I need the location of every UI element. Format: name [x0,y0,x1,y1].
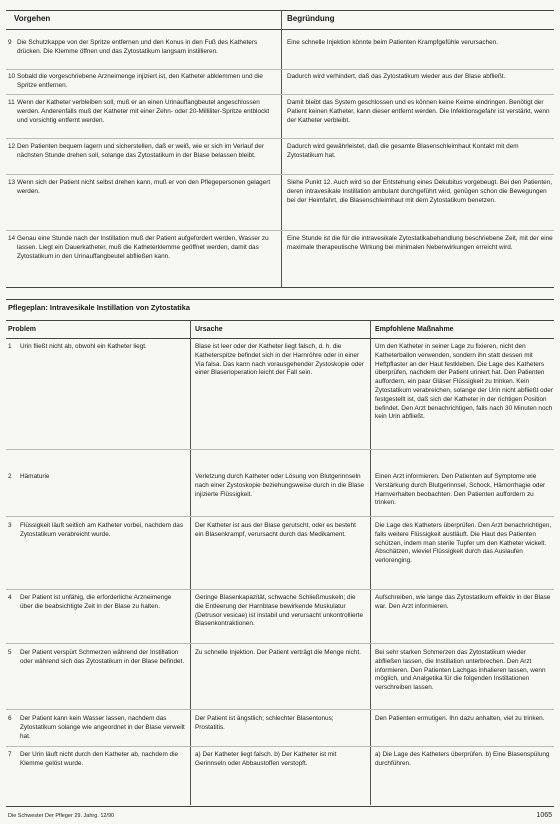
row-divider [6,709,554,710]
row-divider [6,746,554,747]
care-plan-title-rule [6,320,554,321]
problem-number: 4 [8,594,12,601]
problem-number: 2 [8,473,12,480]
step-number: 12 [8,143,16,150]
problem-number: 3 [8,522,12,529]
step-text: Den Patienten bequem lagern und sicherstellen, daß er weiß, wie er sich im Verlauf der nächsten Stunde drehen soll, solange das Zytostatikum in der Blase belassen bleibt. [17,143,264,159]
steps-header-reason: Begründung [287,14,335,23]
step-text: Die Schutzkappe von der Spritze entfernen und den Konus in den Fuß des Katheters drücken. Die Klemme öffnen und das Zytostatikum langsam instillieren. [17,39,258,55]
problem-number: 7 [8,751,12,758]
header-cause: Ursache [195,326,223,333]
footer-page-number: 1065 [536,812,552,819]
problem-number: 1 [8,343,12,350]
row-divider [6,69,554,70]
steps-bottom-rule [6,287,554,288]
row-divider [6,174,554,175]
steps-header-rule [6,29,554,30]
step-number: 14 [8,235,16,242]
step-text: Wenn sich der Patient nicht selbst drehen kann, muß er von den Pflegepersonen gelagert werden. [17,179,271,195]
measure-text: a) Die Lage des Katheters überprüfen. b) Eine Blasenspülung durchführen. [375,751,550,767]
problem-number: 5 [8,649,12,656]
care-plan-divider-2 [370,320,371,805]
problem-text: Hämaturie [20,473,50,480]
measure-text: Die Lage des Katheters überprüfen. Den Arzt benachrichtigen, falls weitere Flüssigkeit austläuft. Die Haut des Patienten schützen, indem man sterile Tupfer um den Katheter wickelt. Abschätzen, wieviel Flüssigkeit durch das Auslaufen verlorenging. [375,522,552,565]
steps-header-step: Vorgehen [14,14,51,23]
measure-text: Bei sehr starken Schmerzen das Zytostatikum wieder abfließen lassen, die Instillation unterbrechen. Den Arzt informieren. Den Patienten Lachgas inhalieren lassen, wenn möglich, und Analgetika für die folgenden Instillationen verschreiben lassen. [375,649,546,692]
care-plan-header-rule [6,338,554,339]
step-number: 10 [8,73,16,80]
row-divider [6,643,554,644]
step-text: Genau eine Stunde nach der Instillation muß der Patient aufgefordert werden, Wasser zu lassen. Liegt ein Dauerkatheter, muß die Katheterklemme geöffnet werden, damit das Zytostatikum in den Urinauffangbeutel abfließen kann. [17,235,269,260]
problem-text: Urin fließt nicht ab, obwohl ein Katheter liegt. [20,343,147,350]
step-text: Wenn der Katheter verbleiben soll, muß er an einen Urinauffangbeutel angeschlossen werden. Anderenfalls muß der Katheter mit einer Zehn- oder 20-Milliliter-Spritze entblockt und vorsichtig entfernt werden. [17,99,270,124]
care-plan-top-rule [6,299,554,300]
header-measure: Empfohlene Maßnahme [375,326,454,333]
cause-text: Geringe Blasenkapazität, schwache Schließmuskeln; die die Entleerung der Harnblase bewirkende Muskulatur (Detrusor vesicae) ist instabil und verursacht unkontrollierte Blasenkontraktionen. [195,594,364,628]
step-reason: Siehe Punkt 12. Auch wird so der Entstehung eines Dekubitus vorgebeugt. Bei den Patienten, deren intravesikale Instillation ambulant durchgeführt wird, genügen schon die Bewegungen bei der Heimfahrt, die Blasenschleimhaut mit dem Zytostatikum benetzen. [287,179,553,204]
problem-text: Der Patient verspürt Schmerzen während der Instillation oder während sich das Zytostatikum in der Blase befindet. [20,649,185,665]
problem-number: 6 [8,715,12,722]
measure-text: Aufschreiben, wie lange das Zytostatikum effektiv in der Blase war. Den Arzt informieren. [375,594,551,610]
problem-text: Der Patient kann kein Wasser lassen, nachdem das Zytostatikum solange wie angeordnet in der Blase verweilt hat. [20,715,185,740]
cause-text: Blase ist leer oder der Katheter liegt falsch, d. h. die Katheterspitze befindet sich in der Harnröhre oder in einer Via falsa. Das kann nach vorausgehender Zystoskopie oder einer Blasenoperation leicht der Fall sein. [195,343,364,377]
step-reason: Damit bleibt das System geschlossen und es können keine Keime eindringen. Benötigt der Patient keinen Katheter, kann dieser entfernt werden. Die Infektionsgefahr ist verstärkt, wenn der Katheter verbleibt. [287,99,550,124]
row-divider [6,516,554,517]
steps-column-divider [281,10,282,287]
measure-text: Den Patienten ermutigen. Ihn dazu anhalten, viel zu trinken. [375,715,545,722]
problem-text: Flüssigkeit läuft seitlich am Katheter vorbei, nachdem das Zytostatikum verabreicht wurde. [20,522,184,538]
measure-text: Einen Arzt informieren. Den Patienten auf Symptome wie Verstärkung durch Blutgerinnsel, Schock, Hämorrhagie oder Harnverhalten beobachten. Den Patienten auffordern zu trinken. [375,473,546,507]
step-number: 9 [8,39,12,46]
row-divider [6,449,554,450]
measure-text: Um den Katheter in seiner Lage zu fixieren, nicht den Katheterballon verwenden, sondern ihn statt dessen mit Heftpflaster an der Haut festkleben. Die Lage des Katheters überprüfen, nachdem der Patient uriniert hat. Den Patienten auffordern, ein paar Gläser Flüssigkeit zu trinken. Kein Zytostatikum verabreichen, solange der Urin nicht abfließt oder festgestellt ist, daß sich der Katheter in der richtigen Position befindet. Den Arzt benachrichtigen, falls nach 30 Minuten noch kein Urin abfließt. [375,343,553,421]
problem-text: Der Urin läuft nicht durch den Katheter ab, nachdem die Klemme gelöst wurde. [20,751,179,767]
footer-rule [6,806,554,807]
problem-text: Der Patient ist unfähig, die erforderliche Arzneimenge über die beabsichtigte Zeit in der Blase zu halten. [20,594,172,610]
table-top-rule [6,10,554,11]
step-text: Sobald die vorgeschriebene Arzneimenge injiziert ist, den Katheter abklemmen und die Spritze entfernen. [17,73,263,89]
cause-text: Der Patient ist ängstlich; schlechter Blasentonus; Prostatitis. [195,715,334,731]
cause-text: Der Katheter ist aus der Blase gerutscht, oder es besteht ein Blasenkrampf, verursacht durch das Medikament. [195,522,356,538]
row-divider [6,230,554,231]
care-plan-divider-1 [190,320,191,805]
footer-journal: Die Schwester Der Pfleger 29. Jahrg. 12/90 [8,813,115,819]
step-number: 11 [8,99,15,106]
row-divider [6,589,554,590]
step-reason: Eine Stunde ist die für die intravesikale Zytostatikabehandlung beschriebene Zeit, mit der eine maximale therapeutische Wirkung bei minimalen Nebenwirkungen erreicht wird. [287,235,553,251]
cause-text: a) Der Katheter liegt falsch. b) Der Katheter ist mit Gerinnseln oder Abbaustoffen verstopft. [195,751,337,767]
header-problem: Problem [8,326,37,333]
cause-text: Verletzung durch Katheter oder Lösung von Blutgerinnseln nach einer Zystoskopie beziehungsweise durch in die Blase injizierte Flüssigkeit. [195,473,365,498]
step-reason: Dadurch wird verhindert, daß das Zytostatikum wieder aus der Blase abfließt. [287,73,506,80]
row-divider [6,94,554,95]
step-number: 13 [8,179,16,186]
step-reason: Dadurch wird gewährleistet, daß die gesamte Blasenschleimhaut Kontakt mit dem Zytostatikum hat. [287,143,519,159]
cause-text: Zu schnelle Injektion. Der Patient verträgt die Menge nicht. [195,649,361,656]
row-divider [6,138,554,139]
care-plan-title: Pflegeplan: Intravesikale Instillation von Zytostatika [8,303,190,312]
step-reason: Eine schnelle Injektion könnte beim Patienten Krampfgefühle verursachen. [287,39,499,46]
